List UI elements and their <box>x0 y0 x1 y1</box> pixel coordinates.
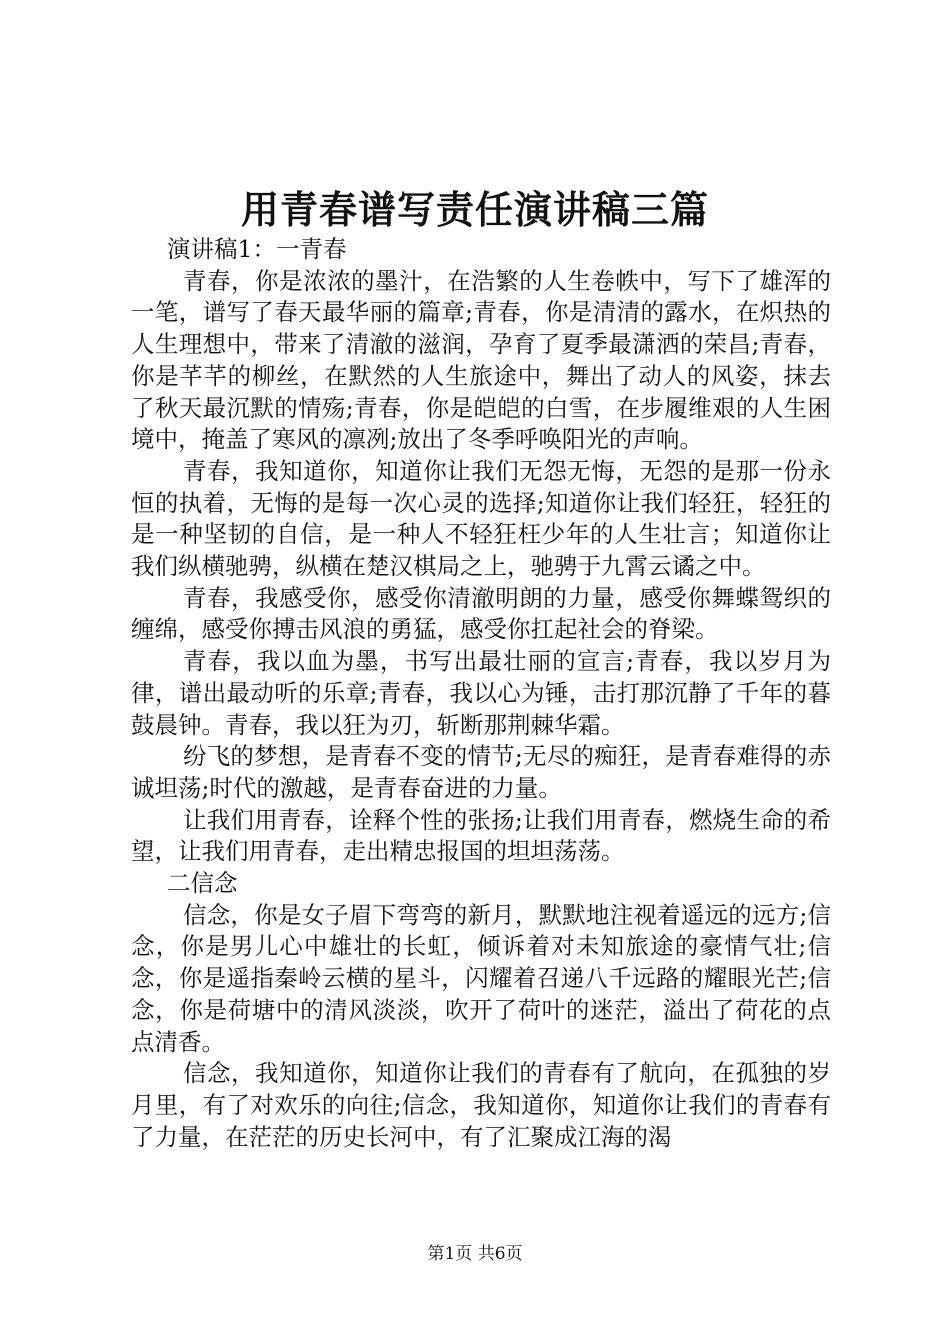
document-title: 用青春谱写责任演讲稿三篇 <box>240 187 709 232</box>
page-number-footer: 第1页 共6页 <box>427 1244 523 1264</box>
section-heading-speech-1: 演讲稿1：一青春 <box>167 235 347 263</box>
paragraph: 青春，你是浓浓的墨汁，在浩繁的人生卷帙中，写下了雄浑的一笔，谱写了春天最华丽的篇章;青春，你是清清的露水，在炽热的人生理想中，带来了清澈的滋润，孕育了夏季最潇洒的荣昌;青春，你是芊芊的柳丝，在默然的人生旅途中，舞出了动人的风姿，抹去了秋天最沉默的情殇;青春，你是皑皑的白雪，在步履维艰的人生困境中，掩盖了寒风的凛冽;放出了冬季呼唤阳光的声响。 <box>131 266 831 454</box>
paragraph: 青春，我以血为墨，书写出最壮丽的宣言;青春，我以岁月为律，谱出最动听的乐章;青春，我以心为锤，击打那沉静了千年的暮鼓晨钟。青春，我以狂为刃，斩断那荆棘华霜。 <box>131 647 831 739</box>
paragraph: 信念，你是女子眉下弯弯的新月，默默地注视着遥远的远方;信念，你是男儿心中雄壮的长虹，倾诉着对未知旅途的豪情气壮;信念，你是遥指秦岭云横的星斗，闪耀着召递八千远路的耀眼光芒;信念，你是荷塘中的清风淡淡，吹开了荷叶的迷茫，溢出了荷花的点点清香。 <box>131 900 831 1056</box>
paragraph: 让我们用青春，诠释个性的张扬;让我们用青春，燃烧生命的希望，让我们用青春，走出精忠报国的坦坦荡荡。 <box>131 805 831 866</box>
paragraph: 青春，我知道你，知道你让我们无怨无悔，无怨的是那一份永恒的执着，无悔的是每一次心灵的选择;知道你让我们轻狂，轻狂的是一种坚韧的自信，是一种人不轻狂枉少年的人生壮言；知道你让我们纵横驰骋，纵横在楚汉棋局之上，驰骋于九霄云谲之中。 <box>131 456 831 581</box>
paragraph: 信念，我知道你，知道你让我们的青春有了航向，在孤独的岁月里，有了对欢乐的向往;信念，我知道你，知道你让我们的青春有了力量，在茫茫的历史长河中，有了汇聚成江海的渴 <box>131 1059 831 1151</box>
section-heading-belief: 二信念 <box>167 869 238 898</box>
document-body <box>131 234 831 1153</box>
paragraph: 青春，我感受你，感受你清澈明朗的力量，感受你舞蝶鸳织的缠绵，感受你搏击风浪的勇猛，感受你扛起社会的脊梁。 <box>131 583 831 644</box>
paragraph: 纷飞的梦想，是青春不变的情节;无尽的痴狂，是青春难得的赤诚坦荡;时代的激越，是青春奋进的力量。 <box>131 742 831 802</box>
